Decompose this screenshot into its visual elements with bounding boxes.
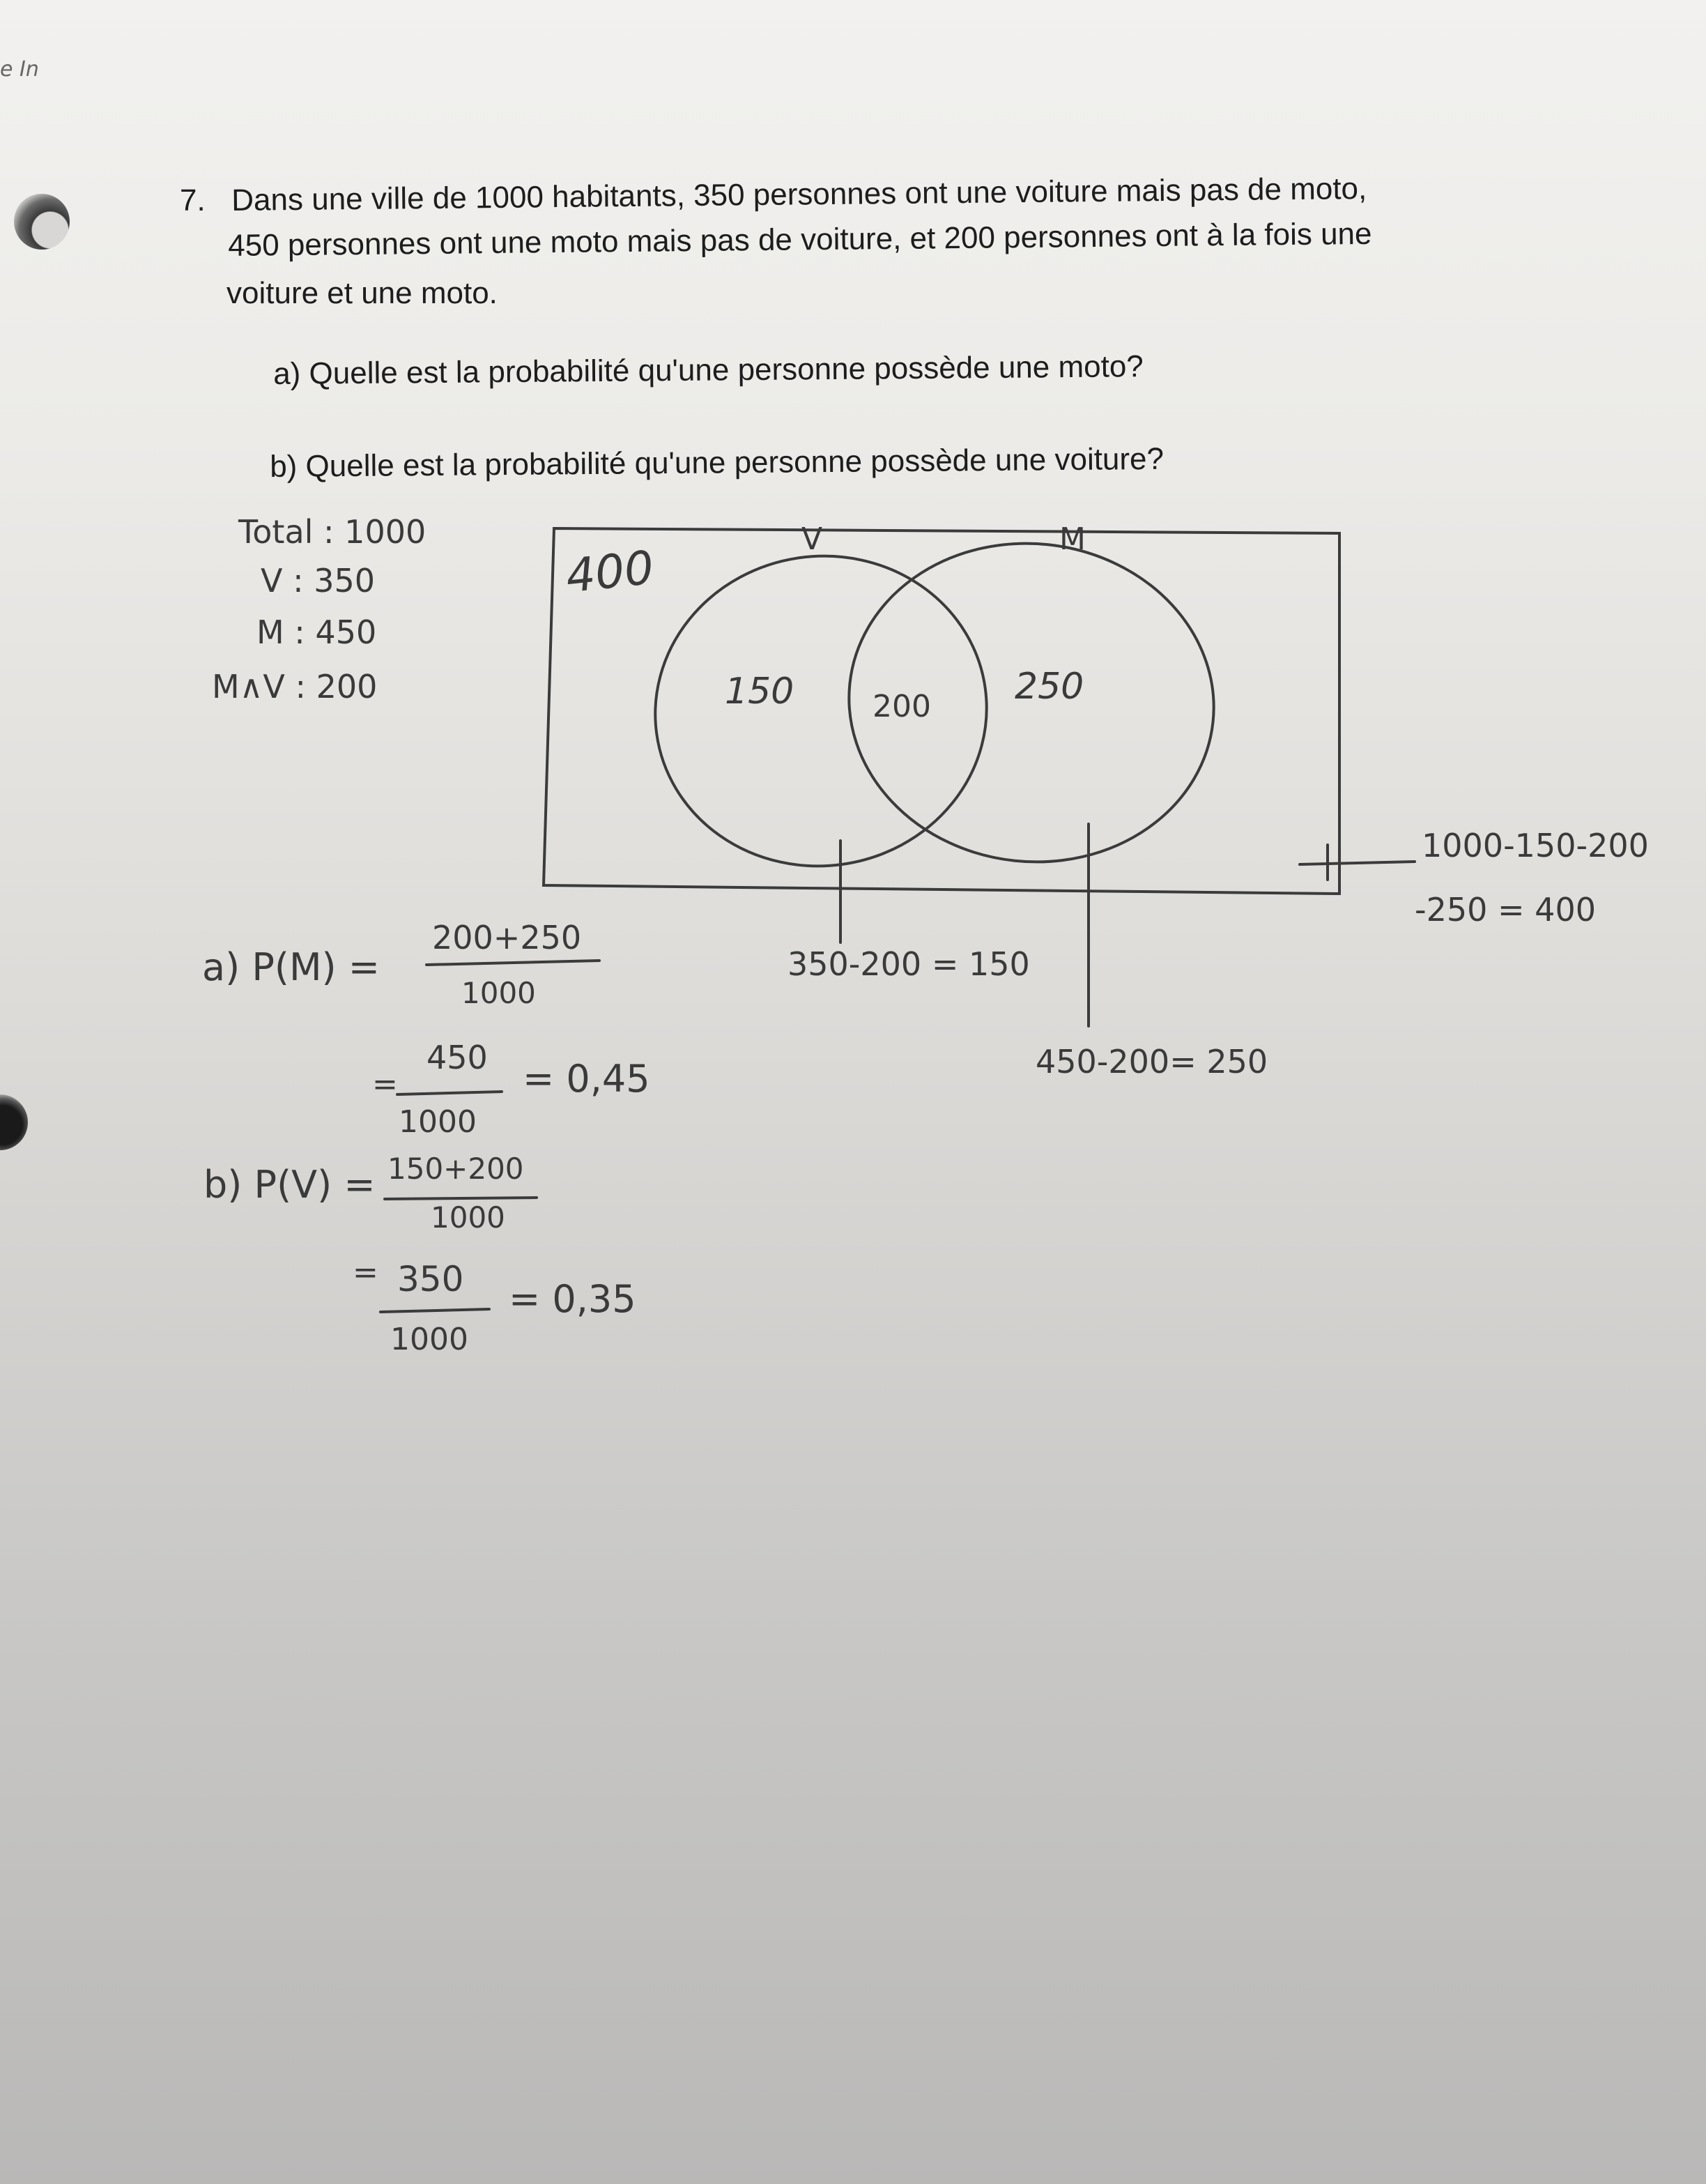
venn-intersection-value: 200 <box>873 689 931 724</box>
solution-b-label: b) P(V) = <box>203 1163 376 1207</box>
solution-a-label: a) P(M) = <box>202 945 381 989</box>
calc-v-only: 350-200 = 150 <box>787 945 1030 983</box>
solution-b-numerator: 150+200 <box>387 1152 524 1186</box>
calc-m-only: 450-200= 250 <box>1036 1043 1268 1080</box>
question-number: 7. <box>180 183 206 217</box>
solution-a-equals: = <box>372 1067 398 1102</box>
fraction-bar-b2 <box>381 1309 489 1312</box>
note-m-and-v: M∧V : 200 <box>212 668 378 705</box>
calc-outside-line-2: -250 = 400 <box>1415 891 1596 929</box>
solution-a-numerator: 200+250 <box>432 919 582 956</box>
solution-a-result: = 0,45 <box>523 1057 650 1101</box>
fraction-bar-a2 <box>397 1092 502 1094</box>
venn-label-m: M <box>1059 521 1086 557</box>
venn-v-only-value: 150 <box>725 671 794 712</box>
solution-b-denominator-2: 1000 <box>390 1322 468 1357</box>
venn-label-v: V <box>801 521 823 557</box>
solution-b-equals: = <box>353 1255 378 1290</box>
part-b-question: b) Quelle est la probabilité qu'une personne possède une voiture? <box>270 441 1165 484</box>
solution-a-denominator: 1000 <box>461 976 536 1010</box>
corner-text: e In <box>0 57 39 82</box>
solution-a-denominator-2: 1000 <box>399 1104 477 1140</box>
solution-b-numerator-2: 350 <box>397 1259 464 1299</box>
note-m: M : 450 <box>256 613 377 651</box>
solution-b-result: = 0,35 <box>509 1277 636 1321</box>
question-line-3: voiture et une moto. <box>226 276 498 310</box>
fraction-bar-a1 <box>426 961 599 965</box>
solution-a-numerator-2: 450 <box>426 1039 488 1076</box>
note-total: Total : 1000 <box>238 513 426 551</box>
pointer-line-outside <box>1300 862 1415 864</box>
solution-b-denominator: 1000 <box>431 1200 505 1235</box>
question-line-1: Dans une ville de 1000 habitants, 350 personnes ont une voiture mais pas de moto, <box>231 171 1367 217</box>
venn-m-only-value: 250 <box>1015 666 1084 708</box>
calc-outside-line-1: 1000-150-200 <box>1422 827 1649 864</box>
part-a-question: a) Quelle est la probabilité qu'une personne possède une moto? <box>273 349 1144 391</box>
venn-outside-value: 400 <box>563 540 656 604</box>
fraction-bar-b1 <box>385 1198 537 1199</box>
question-line-2: 450 personnes ont une moto mais pas de voiture, et 200 personnes ont à la fois une <box>228 216 1372 263</box>
note-v: V : 350 <box>261 562 376 600</box>
set-v-circle <box>635 535 1006 887</box>
